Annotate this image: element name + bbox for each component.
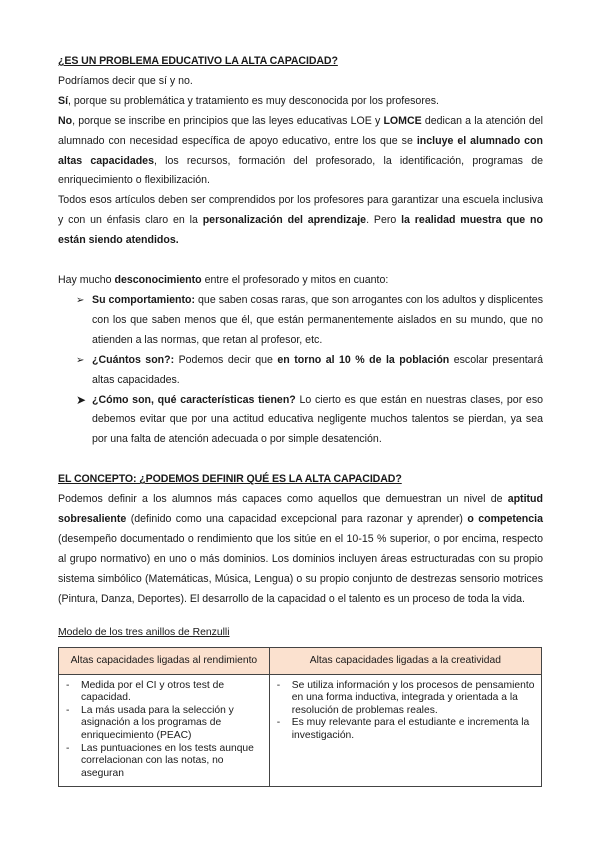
arrow-bullet-icon: ➤ <box>76 392 87 407</box>
arrow-bullet-icon: ➢ <box>76 294 85 306</box>
paragraph-no: No, porque se inscribe en principios que las leyes educativas LOE y LOMCE dedican a la atención del alumnado con necesidad específica de apoyo educativo, entre los que se incluye el alumnado con altas capacidades, los recursos, formación del profesorado, la identificación, programas de enriquecimiento o flexibilización. <box>58 114 543 187</box>
paragraph-intro: Podríamos decir que sí y no. <box>58 74 193 87</box>
arrow-bullet-icon: ➢ <box>76 354 85 366</box>
paragraph-desconocimiento: Hay mucho desconocimiento entre el profesorado y mitos en cuanto: <box>58 274 389 287</box>
paragraph-concepto: Podemos definir a los alumnos más capaces como aquellos que demuestran un nivel de aptitud sobresaliente (definido como una capacidad excepcional para razonar y aprender) o competencia (desempeño documentado o rendimiento que los sitúe en el 10-15 % superior, o por encima, respecto al grupo normativo) en uno o más dominios. Los dominios incluyen áreas estructuradas con su propio sistema simbólico (Matemáticas, Música, Lengua) o su propio conjunto de destrezas sensorio motrices (Pintura, Danza, Deportes). El desarrollo de la capacidad o el talento es un proceso de toda la vida. <box>58 493 543 605</box>
myths-list <box>58 291 543 450</box>
list-item: ➤ ¿Cómo son, qué características tienen? Lo cierto es que están en nuestras clases, por eso debemos evitar que por una actitud educativa negligente muchos talentos se pierdan, ya sea por una falta de atención adecuada o por simple desatención. <box>76 392 544 446</box>
cell-rendimiento <box>59 674 270 787</box>
list-item: - Es muy relevante para el estudiante e incrementa la investigación. <box>276 717 535 742</box>
list-item: - Las puntuaciones en los tests aunque correlacionan con las notas, no aseguran <box>65 743 263 781</box>
section-heading-concepto: EL CONCEPTO: ¿PODEMOS DEFINIR QUÉ ES LA ALTA CAPACIDAD? <box>58 473 402 486</box>
table-row <box>59 674 542 787</box>
section-heading-problema: ¿ES UN PROBLEMA EDUCATIVO LA ALTA CAPACIDAD? <box>58 55 338 67</box>
renzulli-table <box>58 647 542 788</box>
list-item: - La más usada para la selección y asignación a los programas de enriquecimiento (PEAC) <box>65 705 263 743</box>
paragraph-todos: Todos esos artículos deben ser comprendidos por los profesores para garantizar una escuela inclusiva y con un énfasis claro en la personalización del aprendizaje. Pero la realidad muestra que no están siendo atendidos. <box>58 194 543 247</box>
header-creatividad: Altas capacidades ligadas a la creatividad <box>269 647 541 674</box>
list-item: ➢ Su comportamiento: que saben cosas raras, que son arrogantes con los adultos y displicentes con los que saben menos que él, que están permanentemente aislados en su mundo, que no atienden a las normas, que retan al profesor, etc. <box>76 291 543 351</box>
list-item: ➢ ¿Cuántos son?: Podemos decir que en torno al 10 % de la población escolar presentará altas capacidades. <box>76 351 543 391</box>
document-page <box>58 52 543 787</box>
paragraph-si: Sí, porque su problemática y tratamiento es muy desconocida por los profesores. <box>58 94 439 107</box>
cell-creatividad <box>269 674 541 787</box>
table-caption: Modelo de los tres anillos de Renzulli <box>58 626 230 638</box>
table-header-row <box>59 647 542 674</box>
list-item: - Se utiliza información y los procesos de pensamiento en una forma inductiva, integrada y orientada a la resolución de problemas reales. <box>276 680 535 718</box>
header-rendimiento: Altas capacidades ligadas al rendimiento <box>59 647 270 674</box>
list-item: - Medida por el CI y otros test de capacidad. <box>65 680 263 705</box>
